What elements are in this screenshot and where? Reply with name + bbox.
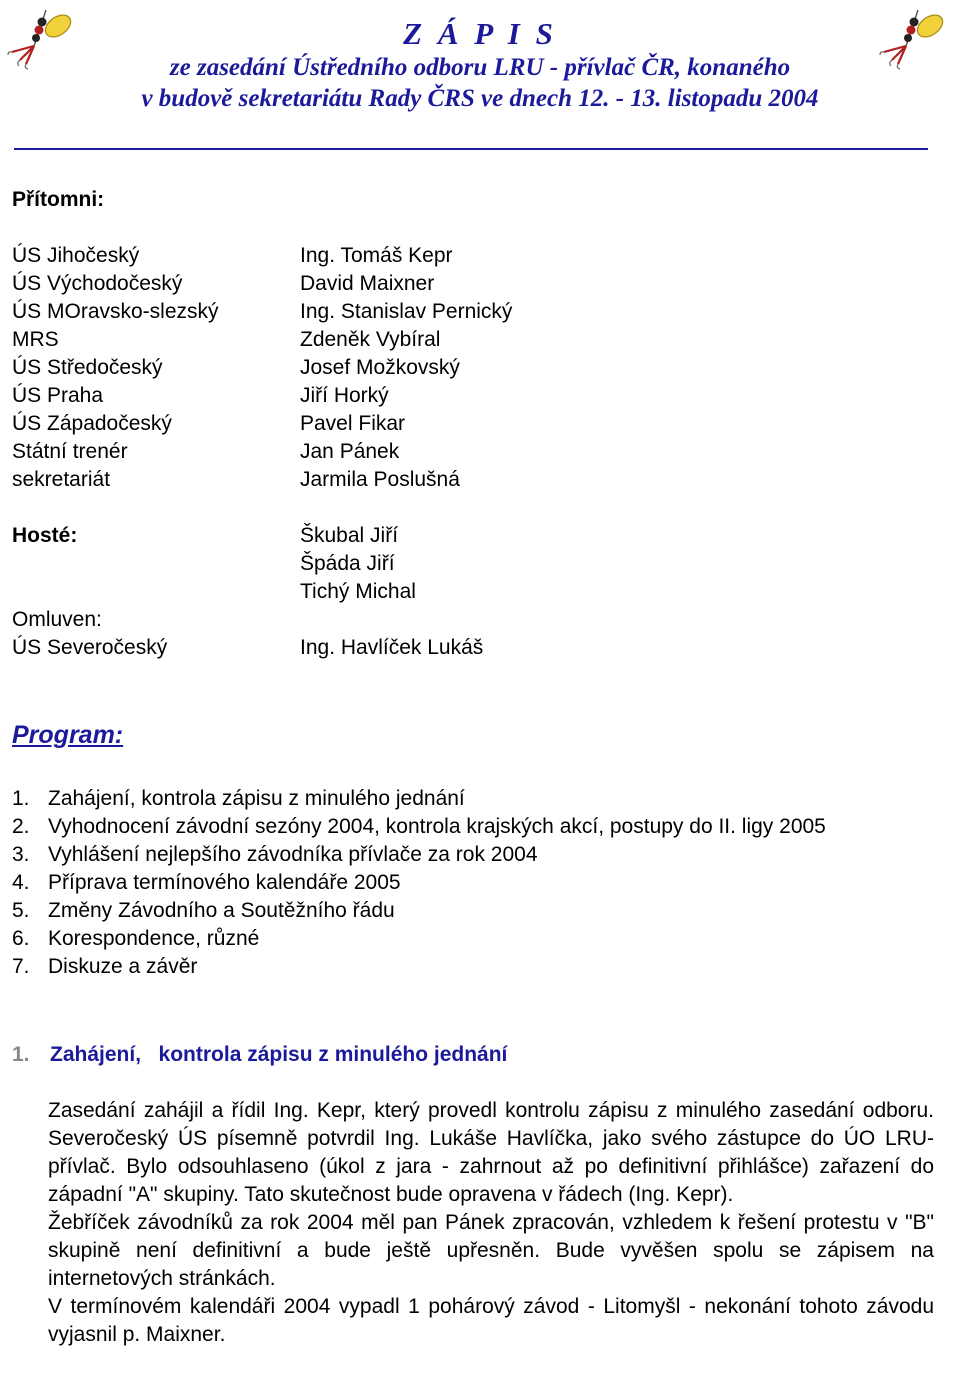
present-name: Jiří Horký — [300, 384, 389, 407]
program-item-text: Vyhodnocení závodní sezóny 2004, kontrola krajských akcí, postupy do II. ligy 2005 — [48, 815, 826, 838]
present-name: Pavel Fikar — [300, 412, 406, 435]
program-heading: Program: — [12, 721, 124, 749]
present-org: Státní trenér — [12, 440, 128, 463]
program-item — [12, 953, 912, 981]
program-list — [12, 785, 912, 981]
present-name: Jarmila Poslušná — [300, 468, 460, 491]
excused-block — [12, 606, 167, 662]
program-item-number: 4. — [12, 871, 30, 894]
document-title: Z Á P I S — [403, 16, 557, 51]
program-item — [12, 925, 912, 953]
excused-heading: Omluven: — [12, 608, 102, 631]
present-org: sekretariát — [12, 468, 111, 491]
program-item-number: 2. — [12, 815, 30, 838]
present-name: Ing. Tomáš Kepr — [300, 244, 453, 267]
document-subtitle-line1: ze zasedání Ústředního odboru LRU - přívlač ČR, konaného — [169, 54, 791, 81]
program-item — [12, 813, 912, 841]
guests-heading: Hosté: — [12, 524, 78, 547]
section-heading — [12, 1041, 507, 1069]
present-name: Zdeněk Vybíral — [300, 328, 441, 351]
program-item-text: Vyhlášení nejlepšího závodníka přívlače za rok 2004 — [48, 843, 538, 866]
program-item-number: 7. — [12, 955, 30, 978]
guest-name: Tichý Michal — [300, 580, 416, 603]
guest-name: Škubal Jiří — [300, 524, 399, 547]
program-item-number: 1. — [12, 787, 30, 810]
present-heading: Přítomni: — [12, 188, 105, 211]
present-org: ÚS Západočeský — [12, 412, 172, 435]
excused-name: Ing. Havlíček Lukáš — [300, 636, 484, 659]
document-header — [0, 16, 960, 114]
present-name: Jan Pánek — [300, 440, 400, 463]
program-item-text: Zahájení, kontrola zápisu z minulého jednání — [48, 787, 465, 810]
header-divider — [14, 148, 928, 150]
body-paragraph: Zasedání zahájil a řídil Ing. Kepr, který provedl kontrolu zápisu z minulého zasedání odboru. Severočeský ÚS písemně potvrdil Ing. Lukáše Havlíčka, jako svého zástupce do ÚO LRU-přívlač. Bylo odsouhlaseno (úkol z jara - zahrnout až po definitivní přihlášce) zařazení do západní "A" skupiny. Tato skutečnost bude opravena v řádech (Ing. Kepr). — [48, 1099, 934, 1206]
present-name: Ing. Stanislav Pernický — [300, 300, 513, 323]
program-item-number: 3. — [12, 843, 30, 866]
present-names-column — [300, 242, 512, 494]
program-item-text: Diskuze a závěr — [48, 955, 198, 978]
body-paragraph: V termínovém kalendáři 2004 vypadl 1 pohárový závod - Litomyšl - nekonání tohoto závodu vyjasnil p. Maixner. — [48, 1295, 934, 1346]
program-item — [12, 841, 912, 869]
program-item — [12, 869, 912, 897]
program-item-number: 5. — [12, 899, 30, 922]
present-org: MRS — [12, 328, 59, 351]
program-item-text: Korespondence, různé — [48, 927, 260, 950]
present-org: ÚS Středočeský — [12, 356, 163, 379]
present-org: ÚS MOravsko-slezský — [12, 300, 219, 323]
program-item — [12, 785, 912, 813]
present-org: ÚS Jihočeský — [12, 244, 140, 267]
present-name: David Maixner — [300, 272, 435, 295]
section-number: 1. — [12, 1043, 30, 1066]
guest-name: Špáda Jiří — [300, 552, 395, 575]
document-subtitle-line2: v budově sekretariátu Rady ČRS ve dnech 12. - 13. listopadu 2004 — [141, 85, 819, 112]
excused-org: ÚS Severočeský — [12, 636, 168, 659]
program-item-text: Příprava termínového kalendáře 2005 — [48, 871, 401, 894]
present-orgs-column — [12, 242, 219, 494]
present-org: ÚS Východočeský — [12, 272, 183, 295]
program-item — [12, 897, 912, 925]
section-body — [48, 1097, 934, 1349]
guests-column — [300, 522, 416, 606]
program-item-text: Změny Závodního a Soutěžního řádu — [48, 899, 395, 922]
present-name: Josef Možkovský — [300, 356, 460, 379]
present-org: ÚS Praha — [12, 384, 104, 407]
section-title: Zahájení, kontrola zápisu z minulého jednání — [50, 1043, 508, 1066]
excused-name-column — [300, 634, 483, 662]
body-paragraph: Žebříček závodníků za rok 2004 měl pan Pánek zpracován, vzhledem k řešení protestu v "B" skupině není definitivní a bude ještě upřesněn. Bude vyvěšen spolu se zápisem na internetových stránkách. — [48, 1211, 934, 1290]
program-item-number: 6. — [12, 927, 30, 950]
